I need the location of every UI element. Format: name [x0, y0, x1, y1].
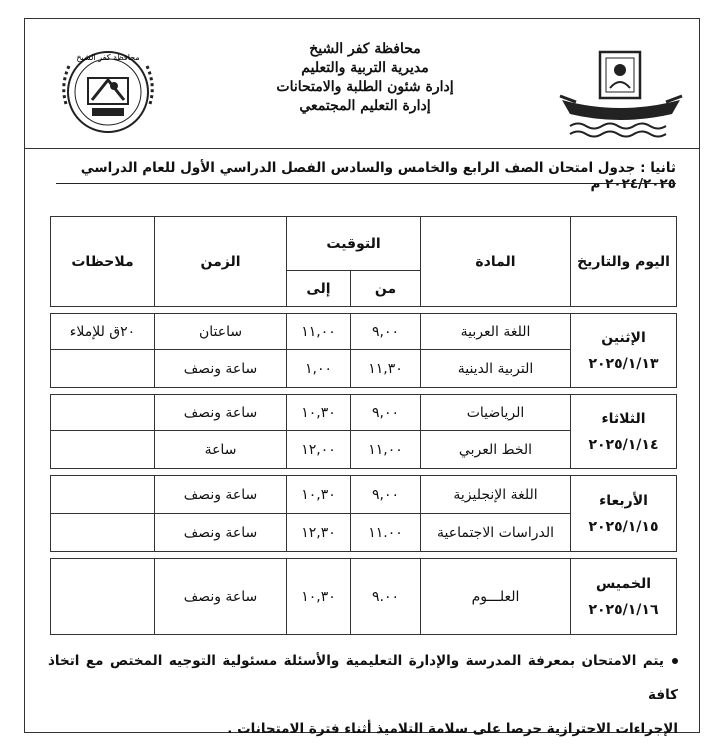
to-cell: ١٠,٣٠: [287, 559, 351, 635]
header-timing: التوقيت: [287, 217, 421, 271]
to-cell: ١٠,٣٠: [287, 476, 351, 514]
note-cell: [51, 431, 155, 469]
header-separator: [24, 148, 700, 149]
note-cell: [51, 514, 155, 552]
day-date: ٢٠٢٥/١/١٤: [588, 436, 659, 453]
day-cell: [571, 395, 677, 469]
subject-cell: العلـــوم: [421, 559, 571, 635]
subject-cell: الخط العربي: [421, 431, 571, 469]
table-row: [51, 395, 677, 431]
day-date: ٢٠٢٥/١/١٦: [588, 601, 659, 618]
note-line-1: [48, 644, 678, 712]
exam-schedule-table: [50, 216, 677, 635]
table-row: [51, 559, 677, 635]
subject-cell: التربية الدينية: [421, 350, 571, 388]
header-subject: المادة: [421, 217, 571, 307]
note-line-2: الإجراءات الاحترازية حرصا على سلامة التلاميذ أثناء فترة الامتحانات .: [227, 721, 678, 737]
from-cell: ١١,٠٠: [351, 431, 421, 469]
to-cell: ١٢,٣٠: [287, 514, 351, 552]
page-title: ثانيا : جدول امتحان الصف الرابع والخامس والسادس الفصل الدراسي الأول للعام الدراسي ٢٠٢٤/٢٠٢٥ م: [80, 160, 676, 192]
duration-cell: ساعة: [155, 431, 287, 469]
from-cell: ١١.٠٠: [351, 514, 421, 552]
day-cell: [571, 476, 677, 552]
subject-cell: اللغة الإنجليزية: [421, 476, 571, 514]
left-logo-text: محافظة كفر الشيخ: [76, 53, 140, 62]
to-cell: ١٢,٠٠: [287, 431, 351, 469]
bullet-icon: [672, 658, 678, 664]
note-text-1: يتم الامتحان بمعرفة المدرسة والإدارة التعليمية والأسئلة مسئولية التوجيه المختص مع اتخاذ كافة: [48, 653, 678, 703]
header-notes: ملاحظات: [51, 217, 155, 307]
subject-cell: الرياضيات: [421, 395, 571, 431]
note-cell: [51, 395, 155, 431]
duration-cell: ساعة ونصف: [155, 559, 287, 635]
note-cell: [51, 350, 155, 388]
day-date: ٢٠٢٥/١/١٣: [588, 355, 659, 372]
table-row: [51, 476, 677, 514]
day-date: ٢٠٢٥/١/١٥: [588, 518, 659, 535]
day-name: الخميس: [595, 575, 652, 592]
header-line-governorate: محافظة كفر الشيخ: [309, 41, 421, 57]
duration-cell: ساعة ونصف: [155, 350, 287, 388]
subject-cell: الدراسات الاجتماعية: [421, 514, 571, 552]
duration-cell: ساعة ونصف: [155, 395, 287, 431]
kafr-elsheikh-emblem-icon: [52, 44, 164, 140]
title-underline: [56, 183, 676, 184]
day-cell: [571, 314, 677, 388]
duration-cell: ساعتان: [155, 314, 287, 350]
from-cell: ٩.٠٠: [351, 559, 421, 635]
from-cell: ٩,٠٠: [351, 476, 421, 514]
header-line-affairs: إدارة شئون الطلبة والامتحانات: [276, 79, 454, 95]
note-cell: [51, 476, 155, 514]
notes-block: [48, 644, 678, 746]
header-line-directorate: مديرية التربية والتعليم: [301, 60, 429, 76]
note-cell: [51, 559, 155, 635]
table-row: [51, 314, 677, 350]
header-duration: الزمن: [155, 217, 287, 307]
header-to: إلى: [287, 271, 351, 307]
duration-cell: ساعة ونصف: [155, 514, 287, 552]
from-cell: ٩,٠٠: [351, 314, 421, 350]
duration-cell: ساعة ونصف: [155, 476, 287, 514]
note-cell: ٢٠ق للإملاء: [51, 314, 155, 350]
header-block: [270, 40, 460, 116]
from-cell: ٩,٠٠: [351, 395, 421, 431]
day-name: الإثنين: [601, 329, 646, 346]
header-line-community-education: إدارة التعليم المجتمعي: [299, 98, 431, 114]
day-cell: [571, 559, 677, 635]
subject-cell: اللغة العربية: [421, 314, 571, 350]
day-name: الثلاثاء: [601, 410, 646, 427]
to-cell: ١١,٠٠: [287, 314, 351, 350]
to-cell: ١٠,٣٠: [287, 395, 351, 431]
header-from: من: [351, 271, 421, 307]
to-cell: ١,٠٠: [287, 350, 351, 388]
from-cell: ١١,٣٠: [351, 350, 421, 388]
header-day-date: اليوم والتاريخ: [571, 217, 677, 307]
governorate-boat-emblem-icon: [556, 44, 686, 140]
day-name: الأربعاء: [599, 492, 648, 509]
